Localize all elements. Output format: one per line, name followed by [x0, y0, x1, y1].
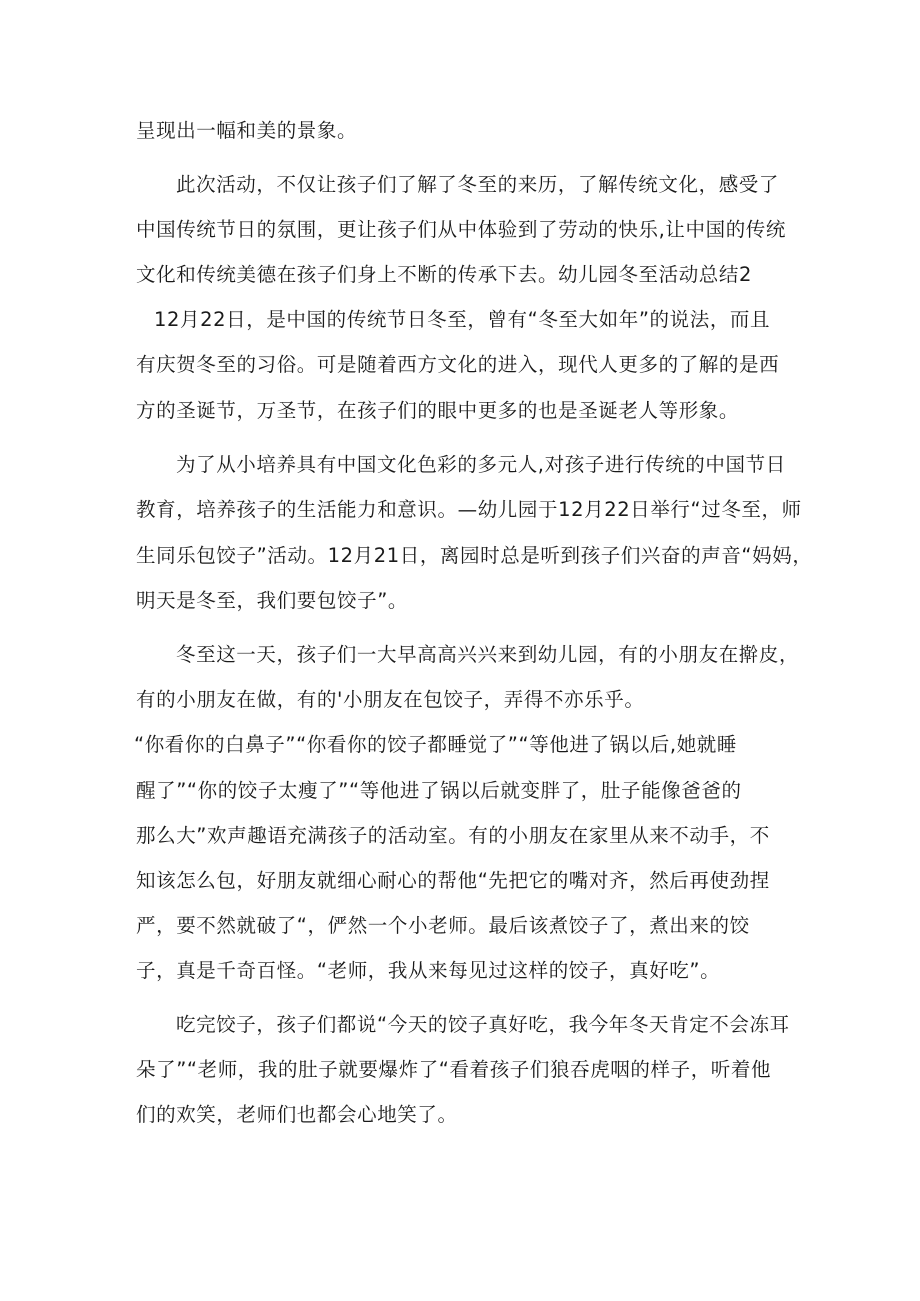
text-line: 知该怎么包，好朋友就细心耐心的帮他“先把它的嘴对齐，然后再使劲捏 [136, 869, 770, 892]
text-line: 有的小朋友在做，有的'小朋友在包饺子，弄得不亦乐乎。 [136, 688, 645, 711]
text-line: 子，真是千奇百怪。“老师，我从来每见过这样的饺子，真好吃”。 [136, 959, 721, 982]
paragraph-first-line: 为了从小培养具有中国文化色彩的多元人,对孩子进行传统的中国节日 [176, 453, 786, 476]
text-line: 生同乐包饺子”活动。12月21日，离园时总是听到孩子们兴奋的声音“妈妈， [136, 544, 813, 567]
text-line: 醒了”“你的饺子太瘦了”“等他进了锅以后就变胖了，肚子能像爸爸的 [136, 779, 742, 802]
text-line: 中国传统节日的氛围，更让孩子们从中体验到了劳动的快乐,让中国的传统 [136, 218, 786, 241]
text-line: 教育，培养孩子的生活能力和意识。—幼儿园于12月22日举行“过冬至，师 [136, 498, 802, 521]
text-line: 方的圣诞节，万圣节，在孩子们的眼中更多的也是圣诞老人等形象。 [136, 399, 740, 422]
text-line: 有庆贺冬至的习俗。可是随着西方文化的进入，现代人更多的了解的是西 [136, 353, 780, 376]
paragraph-first-line: 此次活动，不仅让孩子们了解了冬至的来历，了解传统文化，感受了 [176, 173, 780, 196]
paragraph-first-line: 冬至这一天，孩子们一大早高高兴兴来到幼儿园，有的小朋友在擀皮， [176, 643, 800, 666]
text-line: 那么大”欢声趣语充满孩子的活动室。有的小朋友在家里从来不动手，不 [136, 824, 770, 847]
text-line: 朵了”“老师，我的肚子就要爆炸了“看着孩子们狼吞虎咽的样子，听着他 [136, 1058, 772, 1081]
text-line: 文化和传统美德在孩子们身上不断的传承下去。幼儿园冬至活动总结2 [136, 263, 753, 286]
text-line: 们的欢笑，老师们也都会心地笑了。 [136, 1103, 458, 1126]
paragraph-first-line: “你看你的白鼻子”“你看你的饺子都睡觉了”“等他进了锅以后,她就睡 [134, 733, 738, 756]
text-line: 严，要不然就破了“，俨然一个小老师。最后该煮饺子了，煮出来的饺 [136, 914, 750, 937]
paragraph-first-line: 12月22日，是中国的传统节日冬至，曾有“冬至大如年”的说法，而且 [154, 308, 771, 331]
text-line: 呈现出一幅和美的景象。 [136, 119, 358, 142]
text-line: 明天是冬至，我们要包饺子”。 [136, 589, 409, 612]
paragraph-first-line: 吃完饺子，孩子们都说“今天的饺子真好吃，我今年冬天肯定不会冻耳 [176, 1013, 790, 1036]
